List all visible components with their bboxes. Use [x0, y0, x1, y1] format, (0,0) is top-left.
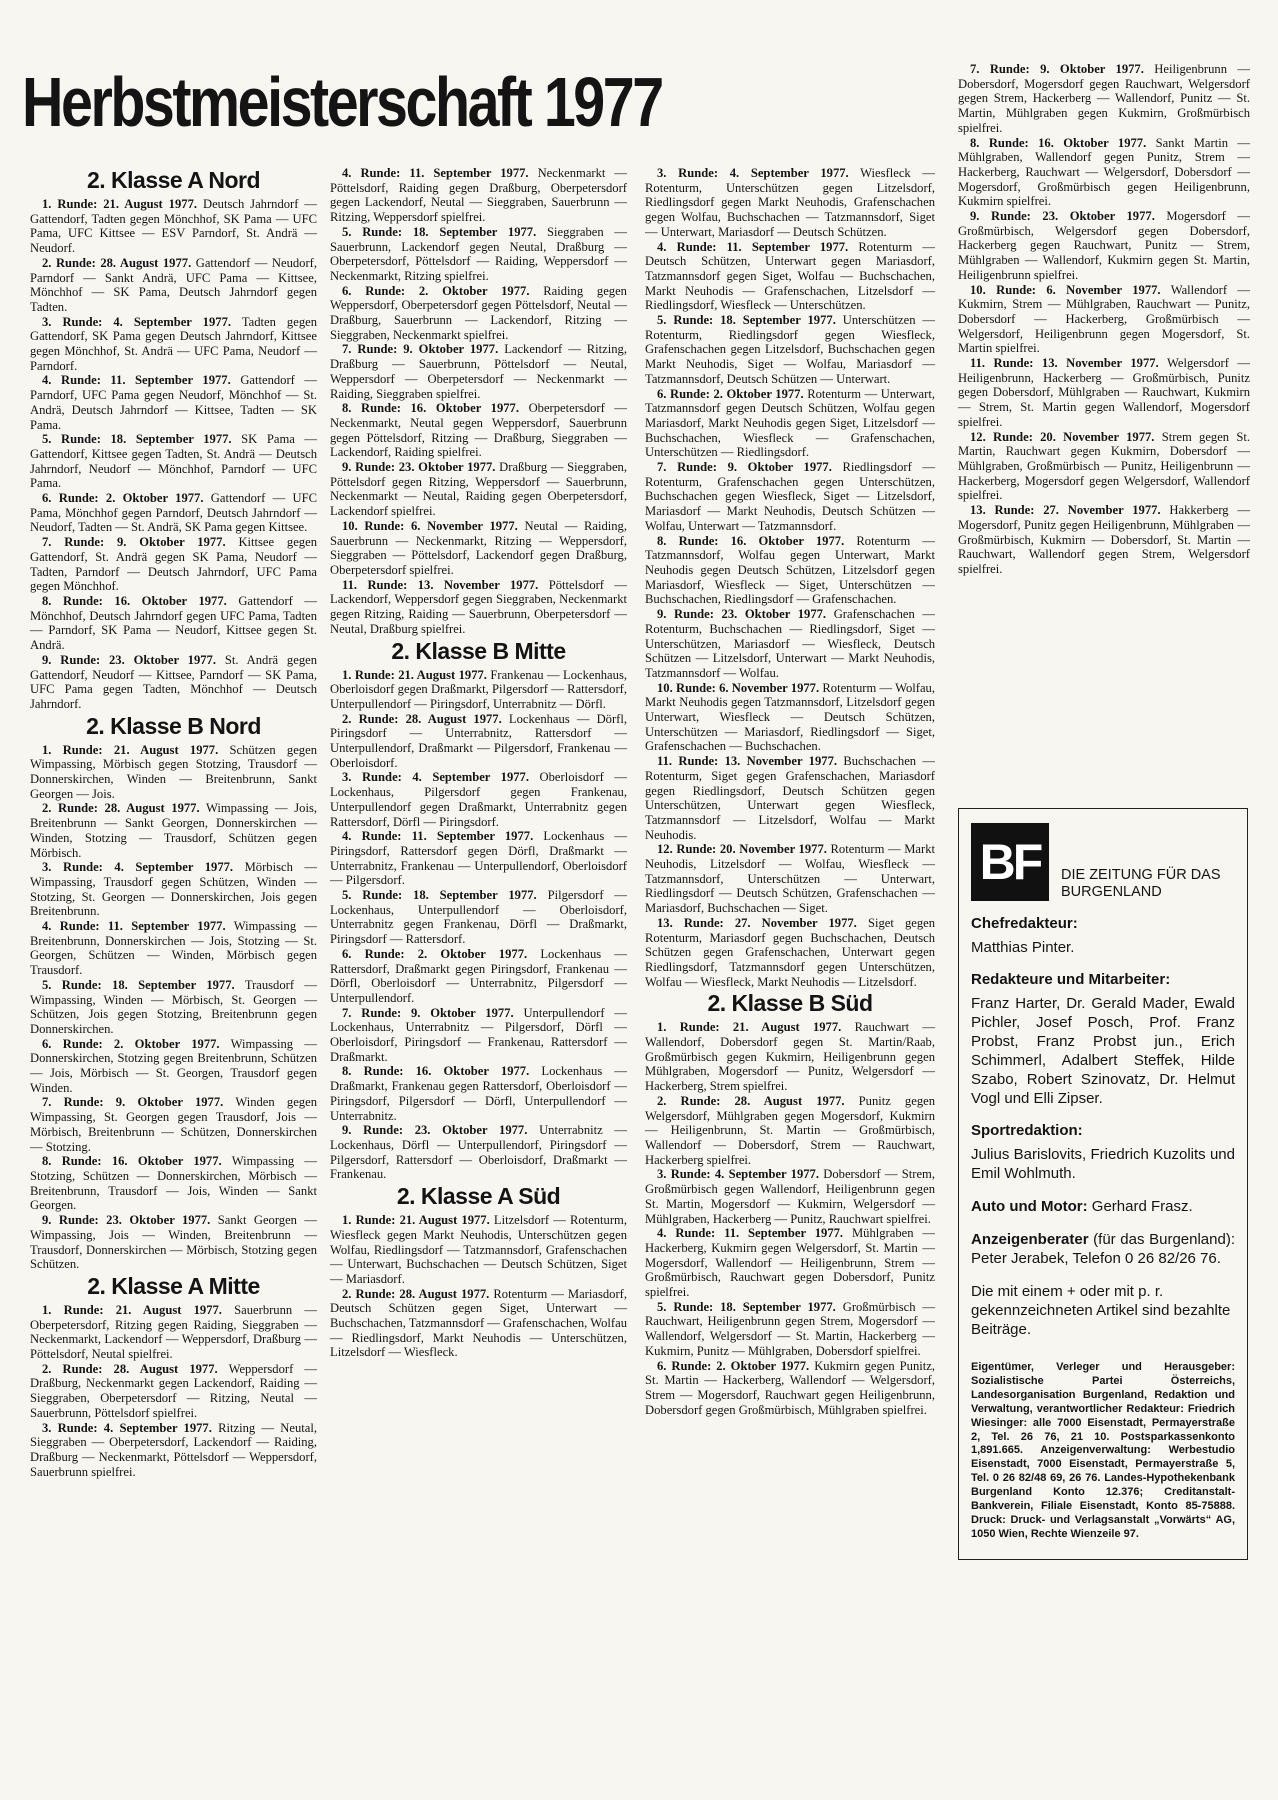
round-label: 5. Runde: 18. September 1977.: [342, 224, 537, 239]
fixture-round: [330, 888, 627, 947]
fixture-round: [30, 860, 317, 919]
round-fixtures: Rotenturm — Markt Neuhodis, Litzelsdorf — Wolfau, Wiesfleck — Tatzmannsdorf, Unterschützen — Unterwart, Riedlingsdorf — Deutsch Schützen, Grafenschachen — Mariasdorf, Buchschachen — Siget.: [645, 842, 935, 916]
fixture-round: [30, 801, 317, 860]
round-label: 6. Runde: 2. Oktober 1977.: [42, 491, 204, 506]
round-label: 9. Runde: 23. Oktober 1977.: [342, 1123, 528, 1138]
round-fixtures: Wimpassing — Stotzing, Schützen — Donnerskirchen, Mörbisch — Breitenbrunn, Trausdorf — Jois, Winden — Sankt Georgen.: [30, 1154, 318, 1213]
section-a-sued-cont: [645, 166, 935, 989]
fixture-round: [645, 916, 935, 990]
round-label: 2. Runde: 28. August 1977.: [42, 255, 192, 270]
round-label: 10. Runde: 6. November 1977.: [342, 518, 518, 533]
fixture-round: [30, 1303, 317, 1362]
section-b-mitte: [330, 637, 627, 1183]
round-label: 9. Runde: 23. Oktober 1977.: [970, 209, 1155, 224]
round-fixtures: Pilgersdorf — Lockenhaus, Unterpullendorf — Oberloisdorf, Unterrabnitz gegen Frankenau, Dörfl — Draßmarkt, Piringsdorf — Rattersdorf.: [330, 888, 627, 947]
section-heading: 2. Klasse A Nord: [86, 167, 261, 193]
round-fixtures: Sankt Georgen — Wimpassing, Jois — Winden, Breitenbrunn — Trausdorf, Donnerskirchen — Mörbisch, Stotzing gegen Schützen.: [30, 1213, 317, 1272]
round-fixtures: Rotenturm — Unterwart, Tatzmannsdorf gegen Deutsch Schützen, Wolfau gegen Mariasdorf, Markt Neuhodis gegen Siget, Litzelsdorf — Buchschachen, Wiesfleck — Grafenschachen, Unterschützen — Riedlingsdorf.: [645, 386, 935, 460]
round-fixtures: Punitz gegen Welgersdorf, Mühlgraben gegen Mogersdorf, Kukmirn — Heiligenbrunn, St. Martin — Großmürbisch, Wallendorf — Dobersdorf, Strem — Rauchwart, Hackerberg spielfrei.: [645, 1093, 935, 1167]
fixture-round: [330, 460, 627, 519]
round-fixtures: Rotenturm — Mariasdorf, Deutsch Schützen gegen Siget, Unterwart — Buchschachen, Tatzmannsdorf — Grafenschachen, Wolfau — Riedlingsdorf, Markt Neuhodis — Unterschützen, Litzelsdorf — Wiesfleck.: [330, 1286, 627, 1360]
round-label: 8. Runde: 16. Oktober 1977.: [970, 135, 1147, 150]
round-fixtures: Sankt Martin — Mühlgraben, Wallendorf gegen Punitz, Strem — Hackerberg, Rauchwart — Welgersdorf, Dobersdorf — Mogersdorf, Großmürbisch gegen Heiligenbrunn, Kukmirn spielfrei.: [958, 135, 1251, 209]
round-fixtures: Tadten gegen Gattendorf, SK Pama gegen Deutsch Jahrndorf, Kittsee gegen Mönchhof, St. Andrä — UFC Pama, Neudorf — Parndorf.: [30, 314, 318, 373]
fixture-round: [30, 256, 317, 315]
fixture-round: [645, 313, 935, 387]
round-label: 3. Runde: 4. September 1977.: [657, 1167, 820, 1182]
auto-line: [971, 1197, 1235, 1216]
brand-row: [971, 823, 1235, 901]
round-fixtures: Winden gegen Wimpassing, St. Georgen gegen Trausdorf, Jois — Mörbisch, Breitenbrunn — Schützen, Donnerskirchen — Stotzing.: [30, 1095, 317, 1154]
round-fixtures: Wimpassing — Breitenbrunn, Donnerskirchen — Jois, Stotzing — St. Georgen, Schützen — Winden, Mörbisch gegen Trausdorf.: [30, 919, 318, 978]
round-label: 8. Runde: 16. Oktober 1977.: [342, 1064, 530, 1079]
fixture-round: [330, 1123, 627, 1182]
round-label: 1. Runde: 21. August 1977.: [42, 742, 219, 757]
round-fixtures: Wiesfleck — Rotenturm, Unterschützen gegen Litzelsdorf, Riedlingsdorf gegen Markt Neuhodis, Grafenschachen gegen Wolfau, Buchschachen — Tatzmannsdorf, Siget — Unterwart, Mariasdorf — Deutsch Schützen.: [645, 166, 935, 239]
round-label: 13. Runde: 27. November 1977.: [970, 503, 1161, 518]
fixture-round: [958, 62, 1250, 136]
bf-logo: BF: [971, 823, 1049, 901]
fixture-round: [330, 284, 627, 343]
section-a-sued: [330, 1182, 627, 1360]
round-label: 5. Runde: 18. September 1977.: [657, 313, 836, 328]
round-fixtures: Raiding gegen Weppersdorf, Oberpetersdorf gegen Pöttelsdorf, Neutal — Draßburg, Sauerbrunn — Lackendorf, Ritzing — Sieggraben, Neckenmarkt spielfrei.: [330, 283, 627, 342]
ads-text: (für das Burgenland): Peter Jerabek, Telefon 0 26 82/26 76.: [971, 1231, 1235, 1267]
round-fixtures: Gattendorf — Parndorf, UFC Pama gegen Neudorf, Mönchhof — St. Andrä, Deutsch Jahrndorf — Kittsee, Tadten — SK Pama.: [30, 373, 318, 432]
round-label: 3. Runde: 4. September 1977.: [42, 314, 232, 329]
fixture-round: [330, 1287, 627, 1361]
round-fixtures: Riedlingsdorf — Rotenturm, Grafenschachen gegen Unterschützen, Buchschachen gegen Wiesfleck, Siget — Litzelsdorf, Mariasdorf — Markt Neuhodis, Deutsch Schützen — Wolfau, Unterwart — Tatzmannsdorf.: [645, 460, 935, 533]
round-fixtures: Frankenau — Lockenhaus, Oberloisdorf gegen Draßmarkt, Pilgersdorf — Rattersdorf, Unterpullendorf — Piringsdorf, Unterrabnitz — Dörfl.: [330, 667, 627, 711]
fixture-round: [645, 387, 935, 461]
round-label: 1. Runde: 21. August 1977.: [342, 1213, 490, 1228]
round-label: 4. Runde: 11. September 1977.: [657, 1226, 844, 1241]
round-fixtures: Unterschützen — Rotenturm, Riedlingsdorf gegen Wiesfleck, Grafenschachen gegen Litzelsdorf, Buchschachen gegen Markt Neuhodis, Siget — Wolfau, Mariasdorf — Tatzmannsdorf, Deutsch Schützen — Unterwart.: [645, 313, 935, 386]
fixture-round: [645, 1020, 935, 1094]
fixture-round: [30, 1154, 317, 1213]
ads-line: [971, 1230, 1235, 1268]
round-label: 6. Runde: 2. Oktober 1977.: [42, 1036, 220, 1051]
round-label: 2. Runde: 28. August 1977.: [342, 711, 502, 726]
column-1: [30, 166, 317, 1479]
round-fixtures: Wallendorf — Kukmirn, Strem — Mühlgraben, Rauchwart — Punitz, Dobersdorf — Hackerberg, Großmürbisch — Welgersdorf, Heiligenbrunn gegen Mogersdorf, St. Martin spielfrei.: [958, 282, 1251, 356]
round-label: 13. Runde: 27. November 1977.: [657, 915, 857, 930]
round-label: 9. Runde: 23. Oktober 1977.: [342, 460, 496, 475]
round-label: 11. Runde: 13. November 1977.: [970, 356, 1159, 371]
fixture-round: [958, 503, 1250, 577]
fixture-round: [645, 607, 935, 681]
round-label: 4. Runde: 11. September 1977.: [342, 829, 534, 844]
round-label: 2. Runde: 28. August 1977.: [657, 1093, 845, 1108]
fixture-round: [645, 1300, 935, 1359]
fixture-round: [30, 1037, 317, 1096]
round-label: 3. Runde: 4. September 1977.: [657, 166, 849, 180]
round-label: 6. Runde: 2. Oktober 1977.: [342, 946, 528, 961]
round-fixtures: Lackendorf — Ritzing, Draßburg — Sauerbrunn, Pöttelsdorf — Neutal, Weppersdorf — Oberpetersdorf — Neckenmarkt — Raiding, Sieggraben spielfrei.: [330, 342, 627, 401]
round-fixtures: Rotenturm — Wolfau, Markt Neuhodis gegen Tatzmannsdorf, Litzelsdorf gegen Unterwart, Wiesfleck — Deutsch Schützen, Unterschützen — Mariasdorf, Riedlingsdorf — Siget, Grafenschachen — Buchschachen.: [645, 680, 936, 754]
round-label: 9. Runde: 23. Oktober 1977.: [42, 1213, 211, 1228]
round-label: 7. Runde: 9. Oktober 1977.: [42, 1095, 224, 1110]
fixture-round: [330, 829, 627, 888]
round-fixtures: Lockenhaus — Rattersdorf, Draßmarkt gegen Piringsdorf, Frankenau — Dörfl, Oberloisdorf — Unterrabnitz, Pilgersdorf — Unterpullendorf.: [330, 946, 627, 1005]
fixture-round: [645, 1359, 935, 1418]
sports-list: Julius Barislovits, Friedrich Kuzolits und Emil Wohlmuth.: [971, 1146, 1235, 1182]
round-fixtures: Kittsee gegen Gattendorf, St. Andrä gegen SK Pama, Neudorf — Tadten, Parndorf — Deutsch Jahrndorf, UFC Pama gegen Mönchhof.: [30, 535, 317, 594]
round-label: 1. Runde: 21. August 1977.: [42, 197, 198, 211]
round-fixtures: Pöttelsdorf — Lackendorf, Weppersdorf gegen Sieggraben, Neckenmarkt gegen Ritzing, Raiding — Sauerbrunn, Oberpetersdorf — Neutal, Draßburg spielfrei.: [330, 577, 627, 636]
round-fixtures: Dobersdorf — Strem, Großmürbisch gegen Wallendorf, Heiligenbrunn gegen St. Martin, Mogersdorf — Kukmirn, Welgersdorf — Mühlgraben, Hackerberg — Punitz, Rauchwart spielfrei.: [645, 1167, 935, 1226]
round-fixtures: Schützen gegen Wimpassing, Mörbisch gegen Stotzing, Trausdorf — Donnerskirchen, Winden — Breitenbrunn, Sankt Georgen — Jois.: [30, 742, 317, 801]
round-label: 1. Runde: 21. August 1977.: [342, 667, 487, 682]
auto-label: Auto und Motor:: [971, 1198, 1088, 1215]
round-fixtures: Welgersdorf — Heiligenbrunn, Hackerberg — Großmürbisch, Punitz gegen Dobersdorf, Mühlgraben — Rauchwart, Kukmirn — Strem, St. Martin gegen Wallendorf, Mogersdorf spielfrei.: [958, 356, 1250, 429]
round-label: 3. Runde: 4. September 1977.: [42, 1420, 212, 1435]
round-fixtures: Unterrabnitz — Lockenhaus, Dörfl — Unterpullendorf, Piringsdorf — Pilgersdorf, Rattersdorf — Oberloisdorf, Draßmarkt — Frankenau.: [330, 1123, 627, 1182]
round-label: 5. Runde: 18. September 1977.: [42, 977, 235, 992]
section-a-mitte: [30, 1272, 317, 1479]
round-fixtures: Siget gegen Rotenturm, Mariasdorf gegen Buchschachen, Deutsch Schützen gegen Grafenschachen, Unterwart gegen Riedlingsdorf, Tatzmannsdorf gegen Unterschützen, Wolfau — Wiesfleck, Markt Neuhodis — Litzelsdorf.: [645, 915, 936, 989]
fixture-round: [645, 681, 935, 755]
round-label: 6. Runde: 2. Oktober 1977.: [657, 386, 804, 401]
section-heading: 2. Klasse B Süd: [707, 990, 873, 1017]
fixture-round: [330, 668, 627, 712]
fixture-round: [330, 342, 627, 401]
round-label: 4. Runde: 11. September 1977.: [342, 166, 529, 180]
fixture-round: [330, 225, 627, 284]
round-fixtures: Sauerbrunn — Oberpetersdorf, Ritzing gegen Raiding, Sieggraben — Neckenmarkt, Lackendorf — Weppersdorf, Draßburg — Pöttelsdorf, Neutal spielfrei.: [30, 1302, 317, 1362]
round-fixtures: Gattendorf — Neudorf, Parndorf — Sankt Andrä, UFC Pama — Kittsee, Mönchhof — SK Pama, Deutsch Jahrndorf gegen Tadten.: [30, 255, 317, 314]
fixture-round: [30, 743, 317, 802]
section-heading: 2. Klasse A Mitte: [87, 1272, 260, 1299]
fixture-round: [645, 240, 935, 314]
round-fixtures: Wimpassing — Donnerskirchen, Stotzing gegen Breitenbrunn, Schützen — Jois, Mörbisch — St. Georgen, Trausdorf gegen Winden.: [30, 1036, 317, 1095]
fixture-round: [30, 535, 317, 594]
fixture-round: [30, 1421, 317, 1480]
fixture-round: [30, 1213, 317, 1272]
round-fixtures: Rotenturm — Tatzmannsdorf, Wolfau gegen Unterwart, Markt Neuhodis gegen Deutsch Schützen, Litzelsdorf gegen Mariasdorf, Wiesfleck — Siget, Unterschützen — Buchschachen, Riedlingsdorf — Grafenschachen.: [645, 533, 935, 607]
round-label: 5. Runde: 18. September 1977.: [657, 1299, 836, 1314]
round-fixtures: Neckenmarkt — Pöttelsdorf, Raiding gegen Draßburg, Oberpetersdorf gegen Lackendorf, Neutal — Sieggraben, Sauerbrunn — Ritzing, Weppersdorf spielfrei.: [330, 166, 628, 225]
round-label: 7. Runde: 9. Oktober 1977.: [42, 535, 226, 550]
round-label: 8. Runde: 16. Oktober 1977.: [657, 533, 845, 548]
fixture-round: [30, 978, 317, 1037]
round-label: 8. Runde: 16. Oktober 1977.: [42, 1154, 222, 1169]
round-fixtures: Rotenturm — Deutsch Schützen, Unterwart gegen Mariasdorf, Tatzmannsdorf gegen Siget, Wolfau — Buchschachen, Markt Neuhodis — Grafenschachen, Litzelsdorf — Riedlingsdorf, Wiesfleck — Unterschützen.: [645, 239, 935, 313]
fixture-round: [645, 166, 935, 240]
fixture-round: [330, 401, 627, 460]
round-fixtures: Neutal — Raiding, Sauerbrunn — Neckenmarkt, Ritzing — Weppersdorf, Sieggraben — Pöttelsdorf, Lackendorf gegen Draßburg, Oberpetersdorf spielfrei.: [330, 518, 627, 577]
round-fixtures: Mühlgraben — Hackerberg, Kukmirn gegen Welgersdorf, St. Martin — Mogersdorf, Wallendorf — Heiligenbrunn, Strem — Großmürbisch, Rauchwart gegen Dobersdorf, Punitz spielfrei.: [645, 1226, 935, 1300]
round-label: 2. Runde: 28. August 1977.: [342, 1286, 490, 1301]
round-label: 3. Runde: 4. September 1977.: [42, 860, 234, 875]
round-label: 5. Runde: 18. September 1977.: [42, 432, 232, 447]
round-fixtures: Draßburg — Sieggraben, Pöttelsdorf gegen Ritzing, Weppersdorf — Sauerbrunn, Neckenmarkt — Neutal, Raiding gegen Oberpetersdorf, Lackendorf spielfrei.: [330, 460, 627, 519]
fixture-round: [958, 209, 1250, 283]
round-label: 7. Runde: 9. Oktober 1977.: [342, 1005, 514, 1020]
fixture-round: [330, 947, 627, 1006]
round-fixtures: SK Pama — Gattendorf, Kittsee gegen Tadten, St. Andrä — Deutsch Jahrndorf, Neudorf — Mönchhof, Parndorf — UFC Pama.: [30, 432, 318, 491]
fixture-round: [330, 1213, 627, 1287]
fixture-round: [330, 578, 627, 637]
section-b-sued: [645, 989, 935, 1417]
round-label: 9. Runde: 23. Oktober 1977.: [657, 607, 827, 622]
fixture-round: [30, 1095, 317, 1154]
fixture-round: [30, 1362, 317, 1421]
fixture-round: [958, 356, 1250, 430]
round-fixtures: Heiligenbrunn — Dobersdorf, Mogersdorf gegen Rauchwart, Welgersdorf gegen Strem, Hackerberg — Wallendorf, Punitz — St. Martin, Mühlgraben gegen Kukmirn, Großmürbisch spielfrei.: [958, 62, 1250, 135]
fixture-round: [645, 754, 935, 842]
fixture-round: [30, 315, 317, 374]
round-label: 12. Runde: 20. November 1977.: [970, 429, 1155, 444]
round-label: 7. Runde: 9. Oktober 1977.: [657, 460, 832, 475]
round-label: 1. Runde: 21. August 1977.: [42, 1302, 222, 1317]
round-fixtures: Großmürbisch — Rauchwart, Heiligenbrunn gegen Strem, Mogersdorf — Wallendorf, Welgersdorf — St. Martin, Hackerberg — Kukmirn, Punitz — Mühlgraben, Dobersdorf spielfrei.: [645, 1299, 935, 1358]
round-label: 7. Runde: 9. Oktober 1977.: [342, 342, 499, 357]
round-fixtures: Hakkerberg — Mogersdorf, Punitz gegen Heiligenbrunn, Mühlgraben — Großmürbisch, Kukmirn — Dobersdorf, St. Martin — Rauchwart, Wallendorf gegen Strem, Welgersdorf spielfrei.: [958, 503, 1250, 576]
round-label: 2. Runde: 28. August 1977.: [42, 1361, 218, 1376]
round-label: 10. Runde: 6. November 1977.: [657, 680, 820, 695]
chief-name: Matthias Pinter.: [971, 939, 1075, 956]
round-fixtures: Gattendorf — UFC Pama, Mönchhof gegen Parndorf, Deutsch Jahrndorf — Neudorf, Tadten — St. Andrä, SK Pama gegen Kittsee.: [30, 491, 317, 535]
round-fixtures: Weppersdorf — Draßburg, Neckenmarkt gegen Lackendorf, Raiding — Sieggraben, Oberpetersdorf — Ritzing, Neutal — Sauerbrunn, Pöttelsdorf spielfrei.: [30, 1361, 317, 1420]
round-label: 12. Runde: 20. November 1977.: [657, 842, 827, 857]
section-a-mitte-cont: [330, 166, 627, 637]
fixture-round: [30, 594, 317, 653]
fixture-round: [30, 653, 317, 712]
round-label: 7. Runde: 9. Oktober 1977.: [970, 62, 1144, 76]
round-fixtures: Oberloisdorf — Lockenhaus, Pilgersdorf gegen Frankenau, Unterpullendorf gegen Draßmarkt, Unterrabnitz gegen Rattersdorf, Dörfl — Piringsdorf.: [330, 770, 627, 829]
fixture-round: [330, 1064, 627, 1123]
round-fixtures: Sieggraben — Sauerbrunn, Lackendorf gegen Neutal, Draßburg — Oberpetersdorf, Pöttelsdorf — Raiding, Weppersdorf — Neckenmarkt, Ritzing spielfrei.: [330, 224, 627, 283]
round-fixtures: Ritzing — Neutal, Sieggraben — Oberpetersdorf, Lackendorf — Raiding, Draßburg — Neckenmarkt, Pöttelsdorf — Weppersdorf, Sauerbrunn spielfrei.: [30, 1420, 317, 1479]
round-fixtures: Litzelsdorf — Rotenturm, Wiesfleck gegen Markt Neuhodis, Unterschützen gegen Wolfau, Riedlingsdorf — Tatzmannsdorf, Grafenschachen — Unterwart, Buchschachen — Deutsch Schützen, Siget — Mariasdorf.: [330, 1213, 627, 1286]
round-label: 4. Runde: 11. September 1977.: [657, 239, 849, 254]
column-3: [645, 166, 935, 1417]
round-fixtures: Unterpullendorf — Lockenhaus, Unterrabnitz — Pilgersdorf, Dörfl — Oberloisdorf, Piringsdorf — Frankenau, Rattersdorf — Draßmarkt.: [330, 1005, 627, 1064]
fixture-round: [330, 519, 627, 578]
fixture-round: [30, 491, 317, 535]
masthead-box: [958, 808, 1248, 1560]
fixture-round: [645, 534, 935, 608]
fixture-round: [30, 197, 317, 256]
fixture-round: [330, 712, 627, 771]
auto-name: Gerhard Frasz.: [1091, 1198, 1193, 1215]
fixture-round: [30, 919, 317, 978]
section-a-nord: [30, 166, 317, 712]
page-title: Herbstmeisterschaft 1977: [22, 63, 662, 141]
tagline: DIE ZEITUNG FÜR DAS BURGENLAND: [1061, 867, 1221, 900]
editors-label: Redakteure und Mitarbeiter:: [971, 971, 1171, 988]
chief-label: Chefredakteur:: [971, 915, 1078, 932]
section-heading: 2. Klasse B Nord: [86, 712, 261, 739]
round-label: 3. Runde: 4. September 1977.: [342, 770, 529, 785]
section-heading: 2. Klasse B Mitte: [391, 637, 566, 664]
round-label: 10. Runde: 6. November 1977.: [970, 282, 1161, 297]
fixture-round: [958, 430, 1250, 504]
editors-list: Franz Harter, Dr. Gerald Mader, Ewald Pichler, Josef Posch, Prof. Franz Probst, Franz Probst jun., Erich Schimmerl, Adalbert Steffek, Hilde Szabo, Robert Szinovatz, Dr. Helmut Vogl und Elli Zipser.: [971, 995, 1235, 1107]
round-fixtures: Mogersdorf — Großmürbisch, Welgersdorf gegen Dobersdorf, Hackerberg gegen Rauchwart, Punitz — Strem, Mühlgraben — Wallendorf, Kukmirn gegen St. Martin, Heiligenbrunn spielfrei.: [958, 209, 1250, 282]
section-b-sued-cont: [958, 62, 1250, 577]
round-fixtures: Wimpassing — Jois, Breitenbrunn — Sankt Georgen, Donnerskirchen — Winden, Stotzing — Trausdorf, Schützen gegen Mörbisch.: [30, 801, 317, 860]
round-label: 9. Runde: 23. Oktober 1977.: [42, 652, 216, 667]
fixture-round: [645, 1167, 935, 1226]
round-fixtures: Deutsch Jahrndorf — Gattendorf, Tadten gegen Mönchhof, SK Pama — UFC Pama, UFC Kittsee — ESV Parndorf, St. Andrä — Neudorf.: [30, 197, 317, 256]
round-label: 1. Runde: 21. August 1977.: [657, 1020, 842, 1035]
column-2: [330, 166, 627, 1360]
imprint-text: Eigentümer, Verleger und Herausgeber: Sozialistische Partei Österreichs, Landesorganisation Burgenland, Redaktion und Verwaltung, verantwortlicher Redakteur: Friedrich Wiesinger: alle 7000 Eisenstadt, Permayerstraße 2, Tel. 26 76, 21 10. Postsparkassenkonto 1,891.665. Anzeigenverwaltung: Werbestudio Eisenstadt, 7000 Eisenstadt, Permayerstraße 5, Tel. 0 26 82/48 69, 26 76. Landes-Hypothekenbank Burgenland Konto 12.376; Creditanstalt-Bankverein, Filiale Eisenstadt, Konto 85-75888. Druck: Druck- und Verlagsanstalt „Vorwärts“ AG, 1050 Wien, Rechte Wienzeile 97.: [971, 1361, 1235, 1540]
fixture-round: [30, 432, 317, 491]
round-label: 8. Runde: 16. Oktober 1977.: [42, 593, 227, 608]
round-fixtures: Mörbisch — Wimpassing, Trausdorf gegen Schützen, Winden — Stotzing, St. Georgen — Donnerskirchen, Jois gegen Breitenbrunn.: [30, 860, 317, 919]
paid-notice: Die mit einem + oder mit p. r. gekennzeichneten Artikel sind bezahlte Beiträge.: [971, 1283, 1231, 1338]
round-fixtures: Kukmirn gegen Punitz, St. Martin — Hackerberg, Wallendorf — Welgersdorf, Strem — Mogersdorf, Rauchwart gegen Heiligenbrunn, Dobersdorf gegen Großmürbisch, Mühlgraben spielfrei.: [645, 1358, 935, 1417]
round-fixtures: Grafenschachen — Rotenturm, Buchschachen — Riedlingsdorf, Siget — Unterschützen, Mariasdorf — Wiesfleck, Deutsch Schützen — Litzelsdorf, Unterwart — Markt Neuhodis, Tatzmannsdorf — Wolfau.: [645, 607, 935, 680]
fixture-round: [645, 842, 935, 916]
round-label: 11. Runde: 13. November 1977.: [342, 577, 539, 592]
section-b-nord: [30, 712, 317, 1272]
round-fixtures: Lockenhaus — Draßmarkt, Frankenau gegen Rattersdorf, Oberloisdorf — Piringsdorf, Pilgersdorf — Dörfl, Unterpullendorf — Unterrabnitz.: [330, 1064, 627, 1123]
fixture-round: [645, 460, 935, 534]
fixture-round: [330, 1006, 627, 1065]
fixture-round: [958, 283, 1250, 357]
round-fixtures: Gattendorf — Mönchhof, Deutsch Jahrndorf gegen UFC Pama, Tadten — Parndorf, SK Pama — Neudorf, Kittsee gegen St. Andrä.: [30, 593, 317, 653]
round-fixtures: Buchschachen — Rotenturm, Siget gegen Grafenschachen, Mariasdorf gegen Riedlingsdorf, Deutsch Schützen gegen Unterschützen, Unterwart gegen Wiesfleck, Tatzmannsdorf — Litzelsdorf, Wolfau — Markt Neuhodis.: [645, 754, 935, 842]
fixture-round: [30, 373, 317, 432]
round-label: 6. Runde: 2. Oktober 1977.: [657, 1358, 810, 1373]
round-label: 8. Runde: 16. Oktober 1977.: [342, 401, 519, 416]
round-fixtures: Lockenhaus — Dörfl, Piringsdorf — Unterrabnitz, Rattersdorf — Unterpullendorf, Draßmarkt — Pilgersdorf, Frankenau — Oberloisdorf.: [330, 711, 627, 770]
section-heading: 2. Klasse A Süd: [396, 1183, 561, 1210]
round-fixtures: Strem gegen St. Martin, Rauchwart gegen Kukmirn, Dobersdorf — Mühlgraben, Großmürbisch — Punitz, Heiligenbrunn — Hackerberg, Mogersdorf gegen Welgersdorf, Wallendorf spielfrei.: [958, 429, 1250, 503]
fixture-round: [958, 136, 1250, 210]
round-label: 4. Runde: 11. September 1977.: [42, 919, 226, 934]
round-label: 4. Runde: 11. September 1977.: [42, 373, 231, 388]
fixture-round: [645, 1094, 935, 1168]
fixture-round: [330, 770, 627, 829]
round-label: 2. Runde: 28. August 1977.: [42, 801, 200, 816]
ads-label: Anzeigenberater: [971, 1231, 1089, 1248]
round-label: 11. Runde: 13. November 1977.: [657, 754, 838, 769]
round-label: 5. Runde: 18. September 1977.: [342, 888, 537, 903]
round-fixtures: Rauchwart — Wallendorf, Dobersdorf gegen St. Martin/Raab, Großmürbisch gegen Kukmirn, Heiligenbrunn gegen Mühlgraben, Mogersdorf — Punitz, Welgersdorf — Hackerberg, Strem spielfrei.: [645, 1020, 935, 1094]
fixture-round: [645, 1226, 935, 1300]
fixture-round: [330, 166, 627, 225]
round-label: 6. Runde: 2. Oktober 1977.: [342, 283, 530, 298]
round-fixtures: St. Andrä gegen Gattendorf, Neudorf — Kittsee, Parndorf — SK Pama, UFC Pama gegen Tadten, Mönchhof — Deutsch Jahrndorf.: [30, 652, 318, 711]
sports-label: Sportredaktion:: [971, 1122, 1083, 1139]
round-fixtures: Oberpetersdorf — Neckenmarkt, Neutal gegen Weppersdorf, Sauerbrunn gegen Pöttelsdorf, Ritzing — Draßburg, Sieggraben — Lackendorf, Raiding spielfrei.: [330, 401, 627, 460]
column-4: [958, 62, 1250, 577]
round-fixtures: Lockenhaus — Piringsdorf, Rattersdorf gegen Dörfl, Draßmarkt — Unterrabnitz, Frankenau — Unterpullendorf, Oberloisdorf — Pilgersdorf.: [330, 829, 627, 888]
round-fixtures: Trausdorf — Wimpassing, Winden — Mörbisch, St. Georgen — Schützen, Jois gegen Stotzing, Breitenbrunn gegen Donnerskirchen.: [30, 977, 317, 1036]
